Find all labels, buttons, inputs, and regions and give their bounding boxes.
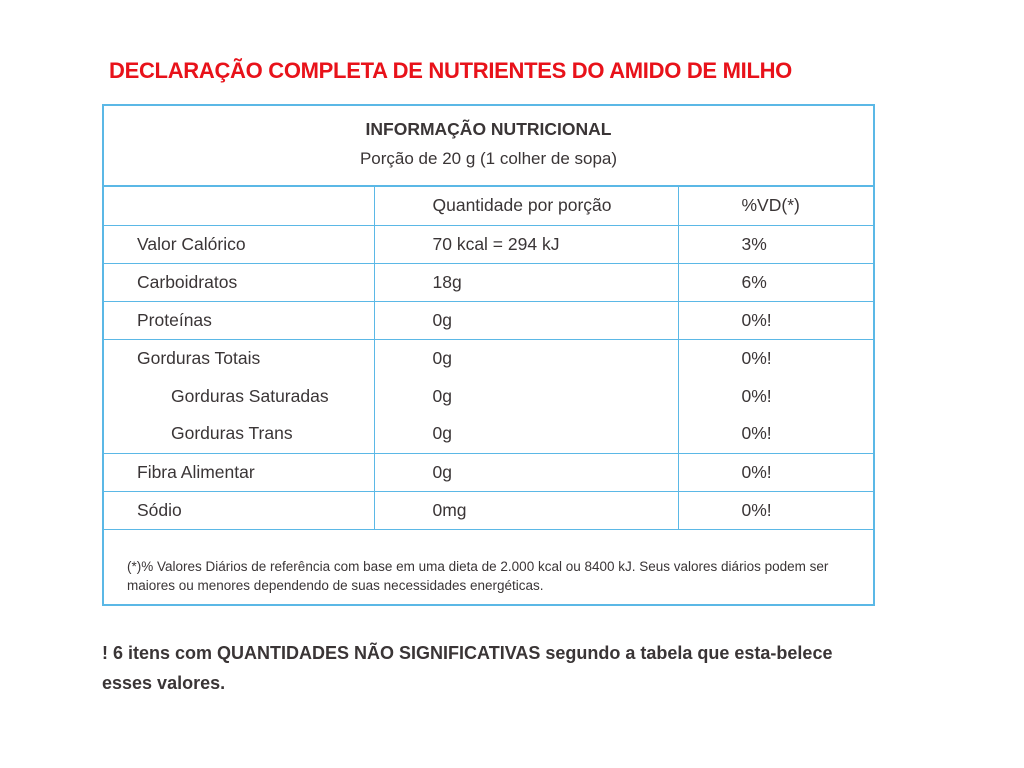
table-row: [104, 377, 873, 415]
nutrient-amount: 0g: [374, 453, 678, 491]
nutrient-dv: 0%!: [741, 385, 772, 406]
nutrient-amount: 18g: [374, 263, 678, 301]
slide-title: DECLARAÇÃO COMPLETA DE NUTRIENTES DO AMIDO DE MILHO: [109, 58, 792, 83]
nutrition-table: [104, 187, 873, 530]
table-row: [104, 263, 873, 301]
table-row: [104, 415, 873, 453]
nutrient-amount: 0g: [374, 339, 678, 377]
nutrient-name: Sódio: [104, 491, 374, 529]
nutrient-name: Gorduras Saturadas: [104, 377, 374, 415]
nutrient-dv: 0%!: [678, 415, 873, 453]
nutrient-name: Fibra Alimentar: [104, 453, 374, 491]
nutrient-name: Valor Calórico: [104, 225, 374, 263]
nutrient-amount: 0mg: [374, 491, 678, 529]
table-row: [104, 339, 873, 377]
nutrient-name: Carboidratos: [104, 263, 374, 301]
nutrient-name: Proteínas: [104, 301, 374, 339]
column-header-amount: Quantidade por porção: [374, 187, 678, 225]
nutrient-amount: 70 kcal = 294 kJ: [374, 225, 678, 263]
bottom-note: ! 6 itens com QUANTIDADES NÃO SIGNIFICATIVAS segundo a tabela que esta-belece esses valores.: [102, 643, 833, 693]
nutrient-dv: 0%!: [678, 453, 873, 491]
nutrient-amount: 0g: [374, 301, 678, 339]
label-footnote: (*)% Valores Diários de referência com base em uma dieta de 2.000 kcal ou 8400 kJ. Seus valores diários podem ser maiores ou menores dependendo de suas necessidades energéticas.: [127, 559, 829, 593]
nutrient-dv: 0%!: [741, 347, 772, 368]
nutrient-dv: 3%: [678, 225, 873, 263]
nutrient-dv: 0%!: [678, 301, 873, 339]
label-header: [104, 106, 873, 187]
table-row: [104, 453, 873, 491]
nutrition-label: [102, 104, 875, 606]
nutrient-dv: 0%!: [678, 491, 873, 529]
nutrient-name: Gorduras Totais: [104, 339, 374, 377]
table-header-row: [104, 187, 873, 225]
nutrient-amount: 0g: [374, 377, 678, 415]
nutrient-dv: 6%: [678, 263, 873, 301]
label-heading: INFORMAÇÃO NUTRICIONAL: [365, 119, 612, 139]
table-row: [104, 301, 873, 339]
column-header-nutrient: [104, 187, 374, 225]
table-row: [104, 491, 873, 529]
column-header-dv: %VD(*): [678, 187, 873, 225]
nutrient-name: Gorduras Trans: [104, 415, 374, 453]
table-row: [104, 225, 873, 263]
label-portion: Porção de 20 g (1 colher de sopa): [359, 149, 618, 168]
nutrient-amount: 0g: [374, 415, 678, 453]
